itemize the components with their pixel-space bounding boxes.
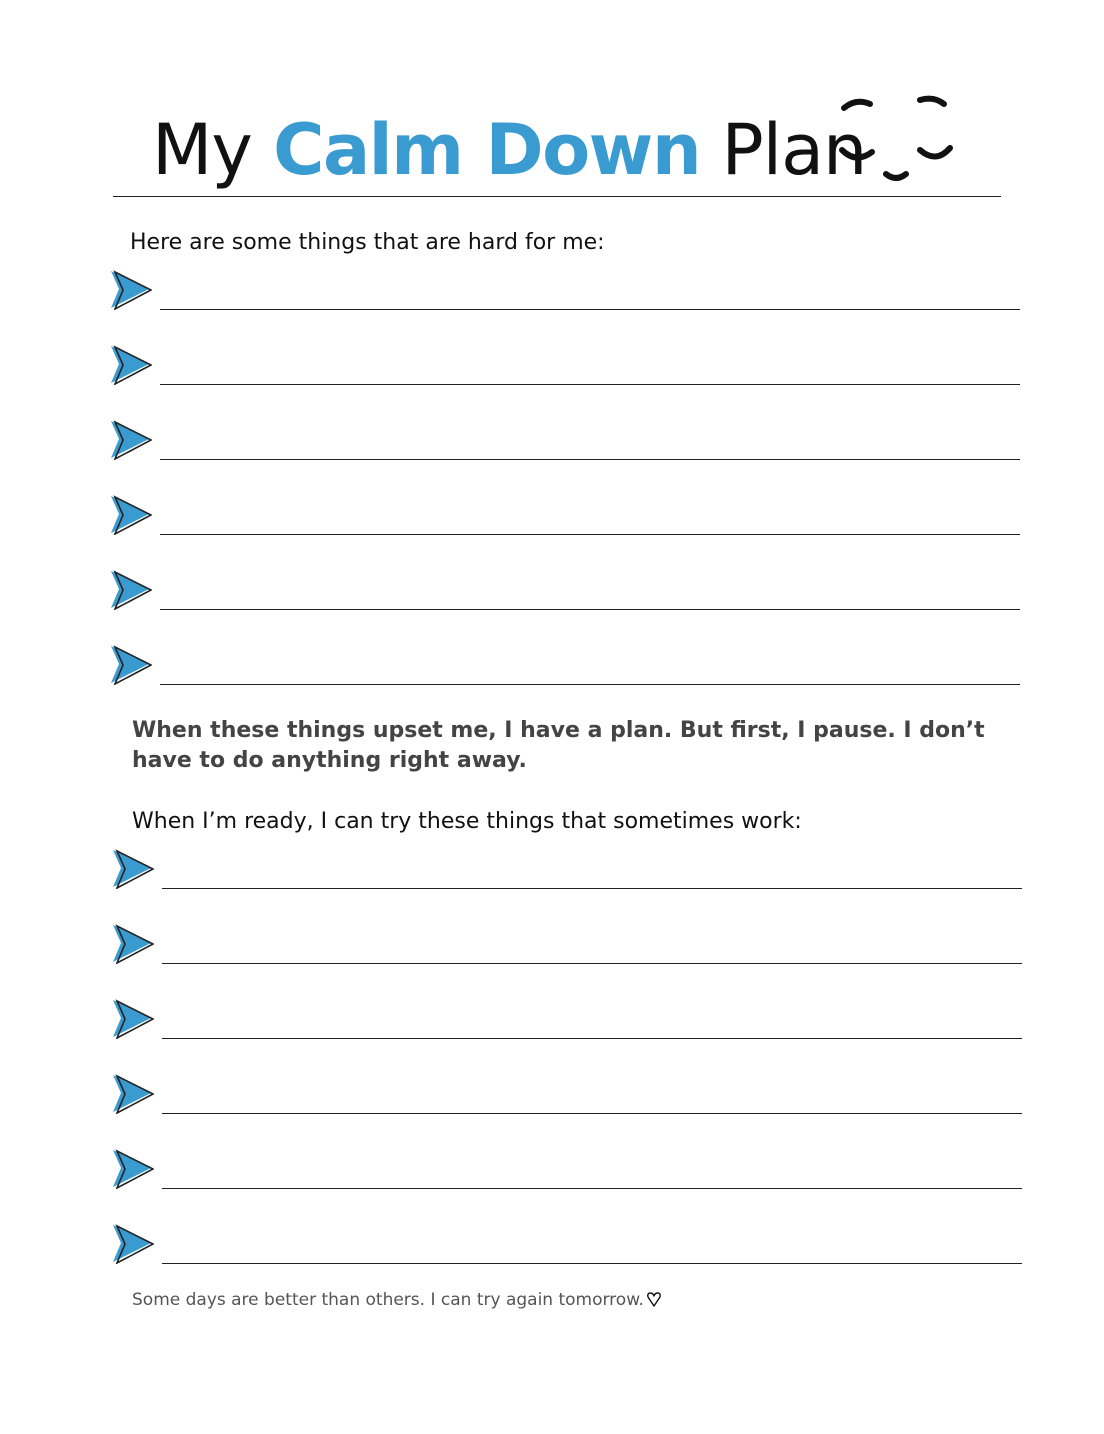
title-accent: Calm Down (273, 109, 701, 191)
blue-arrow-icon (112, 1224, 154, 1264)
strategy-write-line[interactable] (162, 963, 1022, 964)
blue-arrow-icon (112, 924, 154, 964)
title-prefix: My (152, 109, 274, 191)
heart-icon (646, 1291, 662, 1308)
hard-thing-write-line[interactable] (160, 609, 1020, 610)
footer-message (132, 1288, 662, 1312)
blue-arrow-icon (110, 570, 152, 610)
strategy-write-line[interactable] (162, 1263, 1022, 1264)
hard-thing-write-line[interactable] (160, 684, 1020, 685)
blue-arrow-icon (112, 1074, 154, 1114)
blue-arrow-icon (112, 1149, 154, 1189)
blue-arrow-icon (110, 645, 152, 685)
blue-arrow-icon (112, 999, 154, 1039)
strategies-prompt: When I’m ready, I can try these things that sometimes work: (132, 809, 802, 834)
strategy-write-line[interactable] (162, 888, 1022, 889)
title-suffix: Plan (700, 109, 867, 191)
strategy-write-line[interactable] (162, 1038, 1022, 1039)
blue-arrow-icon (110, 420, 152, 460)
strategy-write-line[interactable] (162, 1113, 1022, 1114)
hard-things-prompt: Here are some things that are hard for me: (130, 230, 605, 255)
title-underline (113, 196, 1001, 197)
footer-text: Some days are better than others. I can try again tomorrow. (132, 1290, 644, 1310)
hard-thing-write-line[interactable] (160, 309, 1020, 310)
blue-arrow-icon (110, 345, 152, 385)
blue-arrow-icon (110, 495, 152, 535)
hard-thing-write-line[interactable] (160, 459, 1020, 460)
strategy-write-line[interactable] (162, 1188, 1022, 1189)
hard-thing-write-line[interactable] (160, 384, 1020, 385)
blue-arrow-icon (112, 849, 154, 889)
blue-arrow-icon (110, 270, 152, 310)
pause-note: When these things upset me, I have a plan. But first, I pause. I don’t have to do anything right away. (132, 718, 985, 773)
page-title (152, 108, 866, 192)
hard-thing-write-line[interactable] (160, 534, 1020, 535)
calm-face-icon (836, 94, 956, 186)
